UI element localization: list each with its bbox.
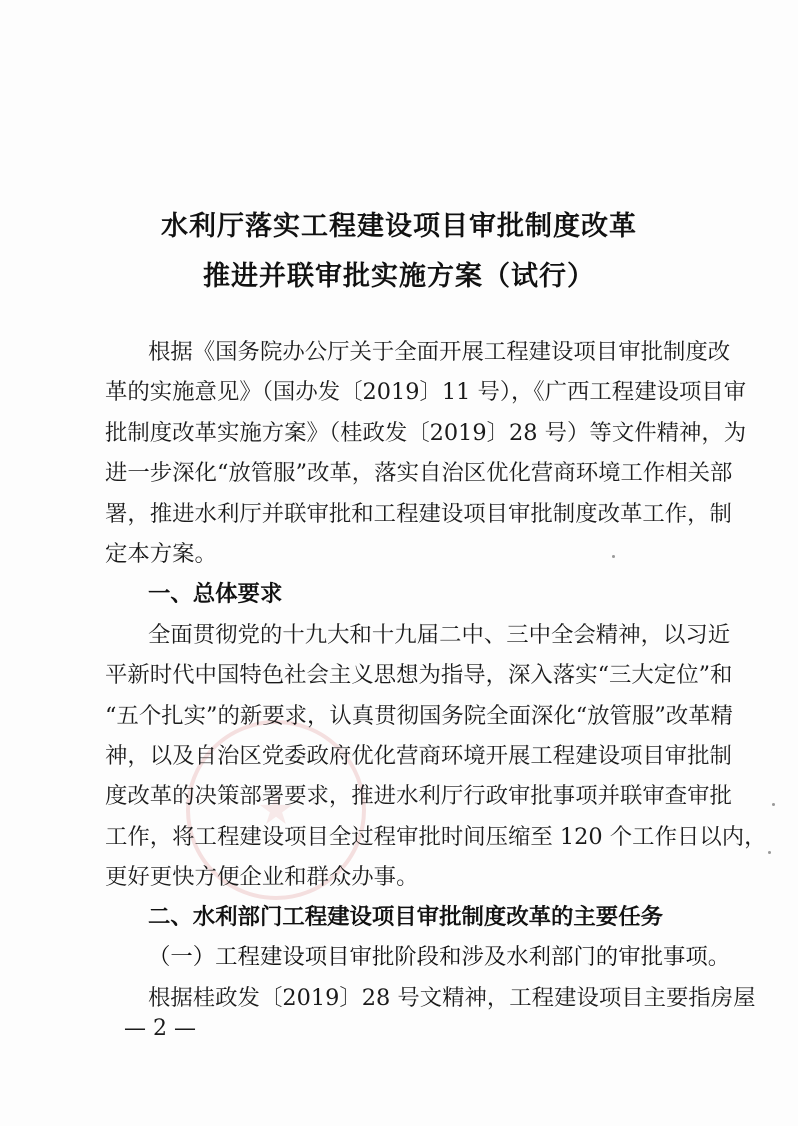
section-1-line: 全面贯彻党的十九大和十九届二中、三中全会精神，以习近: [148, 622, 731, 648]
scan-speck: [612, 555, 615, 558]
intro-line: 批制度改革实施方案》（桂政发〔2019〕28 号）等文件精神，为: [105, 420, 747, 446]
section-1-line: 工作，将工程建设项目全过程审批时间压缩至 120 个工作日以内，: [105, 824, 767, 850]
intro-line: 进一步深化“放管服”改革，落实自治区优化营商环境工作相关部: [105, 460, 733, 486]
subsection-1-heading: （一）工程建设项目审批阶段和涉及水利部门的审批事项。: [148, 944, 731, 970]
section-2-heading: 二、水利部门工程建设项目审批制度改革的主要任务: [148, 904, 663, 930]
scan-speck: [768, 851, 771, 854]
section-1-line: 平新时代中国特色社会主义思想为指导，深入落实“三大定位”和: [105, 662, 733, 688]
document-title-line-2: 推进并联审批实施方案（试行）: [203, 261, 595, 292]
intro-line: 定本方案。: [105, 541, 217, 567]
intro-line: 根据《国务院办公厅关于全面开展工程建设项目审批制度改: [148, 339, 731, 365]
intro-line: 革的实施意见》（国办发〔2019〕11 号），《广西工程建设项目审: [105, 379, 747, 405]
page-number: — 2 —: [124, 1016, 196, 1041]
document-title-line-1: 水利厅落实工程建设项目审批制度改革: [161, 211, 637, 242]
scan-speck: [772, 803, 775, 806]
intro-line: 署，推进水利厅并联审批和工程建设项目审批制度改革工作，制: [105, 501, 732, 527]
section-1-line: “五个扎实”的新要求，认真贯彻国务院全面深化“放管服”改革精: [105, 703, 733, 729]
section-1-line: 更好更快方便企业和群众办事。: [105, 864, 419, 890]
section-1-line: 度改革的决策部署要求，推进水利厅行政审批事项并联审查审批: [105, 783, 732, 809]
subsection-1-line: 根据桂政发〔2019〕28 号文精神，工程建设项目主要指房屋: [148, 985, 756, 1011]
section-1-heading: 一、总体要求: [148, 581, 283, 607]
section-1-line: 神，以及自治区党委政府优化营商环境开展工程建设项目审批制: [105, 743, 732, 769]
